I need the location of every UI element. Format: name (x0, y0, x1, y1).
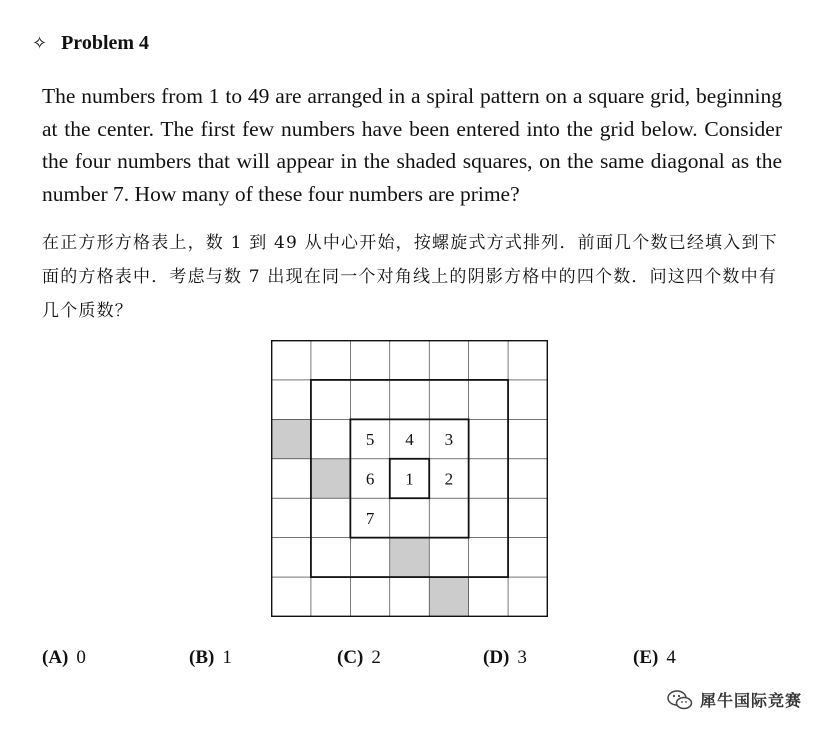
shaded-cell-2 (311, 459, 350, 498)
wechat-icon (666, 689, 694, 711)
wechat-watermark (666, 688, 802, 711)
shaded-cell-1 (272, 419, 311, 458)
cell-number-5: 5 (365, 430, 375, 450)
problem-statement-zh: 在正方形方格表上，数 1 到 49 从中心开始，按螺旋式方式排列．前面几个数已经填入到下面的方格表中．考虑与数 7 出现在同一个对角线上的阴影方格中的四个数．问这四个数中有几个质数？ (42, 233, 778, 321)
cell-number-3: 3 (444, 430, 454, 450)
watermark-text: 犀牛国际竞赛 (699, 691, 802, 710)
answer-choices (42, 647, 802, 677)
cell-number-4: 4 (405, 430, 414, 450)
choice-d-label: (D) (483, 647, 510, 668)
shaded-cell-4 (429, 577, 468, 616)
problem-statement-en: The numbers from 1 to 49 are arranged in a spiral pattern on a square grid, beginning at the center. The first few numbers have been entered into the grid below. Consider the four numbers that will appear in the shaded squares, on the same diagonal as the number 7. How many of these four numbers are prime? (42, 84, 782, 206)
choice-a-label: (A) (42, 647, 69, 668)
cell-number-6: 6 (365, 469, 375, 489)
spiral-grid (271, 340, 548, 617)
sparkle-icon: ✧ (32, 32, 48, 54)
choice-e[interactable] (633, 647, 676, 669)
choice-d[interactable] (483, 647, 527, 669)
choice-c-label: (C) (337, 647, 364, 668)
shaded-cell-3 (390, 538, 429, 577)
choice-e-value: 4 (666, 647, 676, 668)
cell-number-2: 2 (444, 469, 454, 489)
spiral-grid-svg (271, 340, 548, 617)
cell-number-1: 1 (405, 469, 414, 489)
choice-e-label: (E) (633, 647, 659, 668)
problem-text-chinese (42, 226, 782, 328)
choice-c[interactable] (337, 647, 381, 669)
problem-header (32, 32, 149, 55)
problem-title: Problem 4 (61, 32, 150, 54)
choice-b[interactable] (189, 647, 232, 669)
choice-a[interactable] (42, 647, 86, 669)
choice-d-value: 3 (517, 647, 527, 668)
choice-a-value: 0 (76, 647, 86, 668)
problem-text-english (42, 80, 782, 210)
choice-b-value: 1 (222, 647, 232, 668)
choice-b-label: (B) (189, 647, 215, 668)
choice-c-value: 2 (371, 647, 381, 668)
cell-number-7: 7 (365, 508, 375, 528)
